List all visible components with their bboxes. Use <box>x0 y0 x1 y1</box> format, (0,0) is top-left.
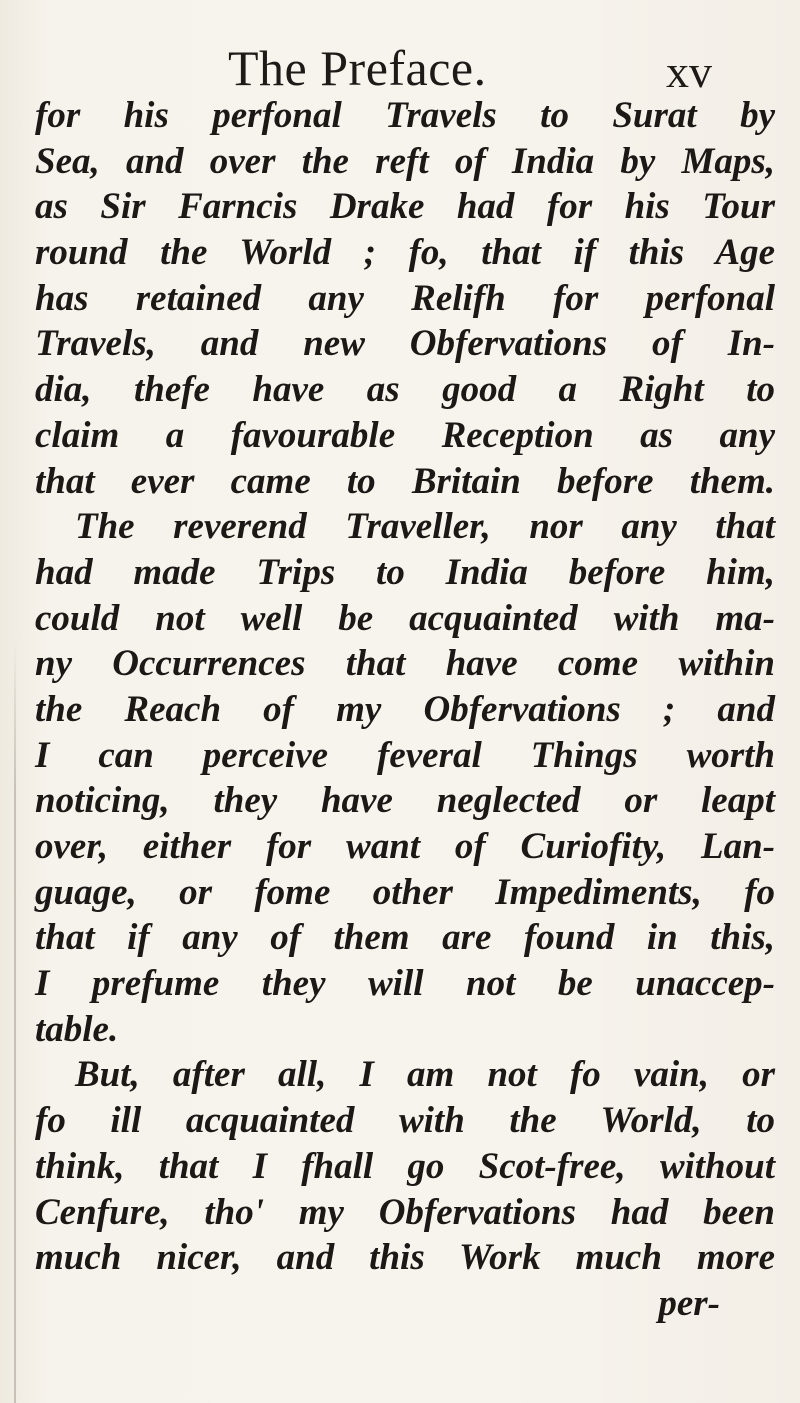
text-line: could not well be acquainted with ma- <box>35 597 775 639</box>
page-gutter-shadow <box>14 640 16 1403</box>
text-line: I can perceive feveral Things worth <box>35 734 775 776</box>
text-line: ny Occurrences that have come within <box>35 643 775 685</box>
text-line: dia, thefe have as good a Right to <box>35 369 775 411</box>
running-header <box>0 38 800 98</box>
paragraph-start-line: The reverend Traveller, nor any that <box>75 506 775 548</box>
running-title: The Preface. <box>228 40 487 96</box>
text-line: much nicer, and this Work much more <box>35 1237 775 1279</box>
paragraph-end-line: table. <box>35 1008 119 1050</box>
text-line: the Reach of my Obfervations ; and <box>35 688 775 730</box>
text-line: over, either for want of Curiofity, Lan- <box>35 826 775 867</box>
text-line: think, that I fhall go Scot-free, without <box>35 1145 775 1187</box>
text-line: claim a favourable Reception as any <box>35 414 775 456</box>
text-line: has retained any Relifh for perfonal <box>35 277 775 319</box>
text-line: guage, or fome other Impediments, fo <box>35 871 775 913</box>
text-line: as Sir Farncis Drake had for his Tour <box>35 186 775 228</box>
text-line: that if any of them are found in this, <box>35 917 775 959</box>
text-block <box>35 93 775 1327</box>
text-line: fo ill acquainted with the World, to <box>35 1100 775 1142</box>
text-line: for his perfonal Travels to Surat by <box>35 95 775 136</box>
catchword: per- <box>658 1282 720 1324</box>
text-line: round the World ; fo, that if this Age <box>35 232 775 274</box>
text-line: had made Trips to India before him, <box>35 551 775 593</box>
text-line: I prefume they will not be unaccep- <box>35 963 775 1005</box>
text-line: that ever came to Britain before them. <box>35 460 775 502</box>
text-line: Cenfure, tho' my Obfervations had been <box>35 1191 775 1233</box>
page-number: xv <box>666 46 712 97</box>
text-line: noticing, they have neglected or leapt <box>35 780 775 822</box>
text-line: Travels, and new Obfervations of In- <box>35 323 775 365</box>
paragraph-start-line: But, after all, I am not fo vain, or <box>75 1054 775 1096</box>
text-line: Sea, and over the reft of India by Maps, <box>35 140 775 182</box>
